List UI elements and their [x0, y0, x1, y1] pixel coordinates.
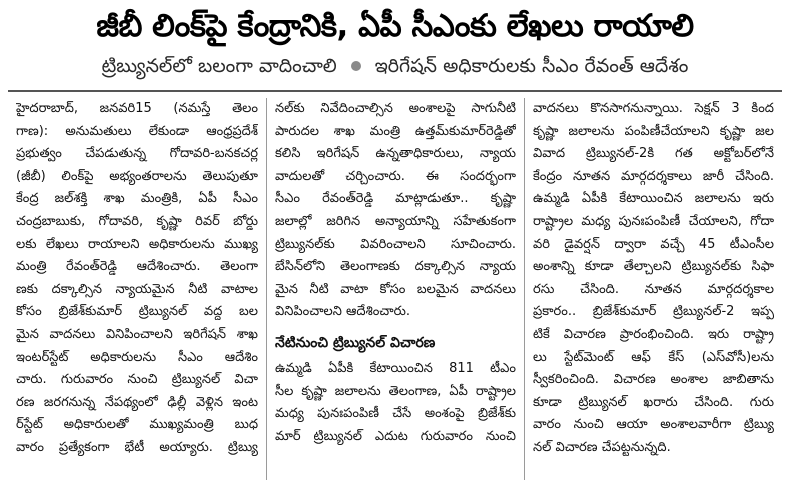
column-2-text [275, 98, 516, 324]
text-line: సీల కృష్ణా జలాలను తెలంగాణ, ఏపీ రాష్ట్రాల [275, 383, 516, 399]
headline: జీబీ లింక్‌పై కేంద్రానికి, ఏపీ సీఎంకు లేఖలు రాయాలి [96, 8, 694, 44]
text-line: మైన నీటి వాటా కోసం బలమైన వాదనలు [275, 281, 516, 297]
text-line: టికే విచారణ ప్రారంభించింది. ఇరు రాష్ట్రా [533, 326, 774, 342]
article-column-1 [8, 98, 266, 480]
text-line: సీఎం రేవంత్‌రెడ్డి మాట్లాడుతూ.. కృష్ణా [275, 191, 516, 207]
divider-rule [8, 90, 782, 92]
text-line: కూడా ట్రిబ్యునల్ ఖరారు చేసింది. గురు [533, 394, 774, 410]
text-line: ట్రిబ్యునల్‌కు వివరించాలని సూచించారు. [275, 236, 516, 252]
text-line: చారు. గురువారం నుంచి ట్రిబ్యునల్ విచా [16, 372, 258, 388]
text-line: వినిపించాలని ఆదేశించారు. [275, 304, 410, 320]
text-line: రణ జరగనున్న నేపథ్యంలో ఢిల్లీ వెళ్లిన ఇంట [16, 394, 258, 410]
subheadline [8, 50, 782, 82]
text-line: బేసిన్‌లోని తెలంగాణకు దక్కాల్సిన న్యాయ [275, 259, 516, 275]
text-line: (జీబీ) లింక్‌పై అభ్యంతరాలను తెలుపుతూ [16, 168, 258, 184]
text-line: ప్రభుత్వం చేపడుతున్న గోదావరి-బనకచర్ల [16, 146, 258, 162]
subheadline-right: ఇరిగేషన్ అధికారులకు సీఎం రేవంత్ ఆదేశం [374, 55, 689, 77]
article-body [8, 98, 782, 480]
text-line: ఉమ్మడి ఏపీకి కేటాయించిన జలాలను ఇరు [533, 191, 774, 207]
text-line: అంశాన్ని కూడా తేల్చాలని ట్రిబ్యునల్‌కు సిఫా [533, 259, 774, 275]
subheadline-left: ట్రిబ్యునల్‌లో బలంగా వాదించాలి [101, 55, 337, 77]
text-line: పారుదల శాఖ మంత్రి ఉత్తమ్‌కుమార్‌రెడ్డితో [275, 123, 516, 139]
text-line: వివాద ట్రిబ్యునల్-2కి గత అక్టోబర్‌లోనే [533, 146, 774, 162]
section-subheading: నేటినుంచి ట్రిబ్యునల్ విచారణ [275, 334, 436, 351]
text-line: వారం ప్రత్యేకంగా భేటీ అయ్యారు. ట్రిబ్యు [16, 439, 258, 455]
text-line: మంత్రి రేవంత్‌రెడ్డి ఆదేశించారు. తెలంగా [16, 259, 258, 275]
text-line: కేంద్ర జల్‌శక్తి శాఖ మంత్రికి, ఏపీ సీఎం [16, 191, 258, 207]
text-line: వాదులతో చర్చించారు. ఈ సందర్భంగా [275, 168, 516, 184]
bullet-separator [351, 61, 361, 71]
article-column-2 [266, 98, 524, 480]
text-line: జలాల్లో జరిగిన అన్యాయాన్ని సహేతుకంగా [275, 213, 516, 229]
text-line: ప్రకారం.. బ్రిజేశ్‌కుమార్ ట్రిబ్యునల్-2 ఇప్ప [533, 304, 774, 320]
column-2-continued-text [275, 358, 516, 448]
text-line: ఉమ్మడి ఏపీకి కేటాయించిన 811 టీఎం [275, 360, 516, 376]
text-line: రాష్ట్రాల మధ్య పునఃపంపిణీ చేయాలని, గోదా [533, 213, 774, 229]
text-line: మధ్య పునఃపంపిణీ చేసే అంశంపై బ్రిజేశ్‌కు [275, 406, 516, 422]
text-line: కృష్ణా జలాలను పంపిణీచేయాలని కృష్ణా జల [533, 123, 774, 139]
text-line: ర్‌స్టేట్ అధికారులతో ముఖ్యమంత్రి బుధ [16, 417, 258, 433]
text-line: వాదనలు కొనసాగనున్నాయి. సెక్షన్ 3 కింద [533, 101, 774, 116]
text-line: ఇంటర్‌స్టేట్ అధికారులను సీఎం ఆదేశిం [16, 349, 258, 365]
text-line: రసు చేసింది. నూతన మార్గదర్శకాల [533, 281, 774, 297]
text-line: చంద్రబాబుకు, గోదావరి, కృష్ణా రివర్ బోర్డు [16, 213, 258, 229]
text-line: వరి డైవర్షన్ ద్వారా వచ్చే 45 టీఎంసీల [533, 236, 774, 252]
text-line: నల్‌కు నివేదించాల్సిన అంశాలపై సాగునీటి [275, 101, 516, 116]
text-line: కలిసి ఇరిగేషన్ ఉన్నతాధికారులు, న్యాయ [275, 146, 516, 162]
article-column-3 [524, 98, 782, 480]
text-line: కేంద్రం నూతన మార్గదర్శకాలు జారీ చేసింది. [533, 168, 774, 184]
text-line: స్వీకరించింది. విచారణ అంశాల జాబితాను [533, 372, 774, 388]
text-line: లకు లేఖలు రాయాలని అధికారులను ముఖ్య [16, 236, 258, 252]
text-line: హైదరాబాద్, జనవరి15 (నమస్తే తెలం [16, 101, 258, 116]
text-line: లు స్టేట్‌మెంట్ ఆఫ్ కేస్ (ఎస్‌వోసీ)లను [533, 349, 774, 365]
text-line: మైన వాదనలు వినిపించాలని ఇరిగేషన్ శాఖ [16, 326, 258, 342]
text-line: మార్ ట్రిబ్యునల్ ఎదుట గురువారం నుంచి [275, 428, 516, 444]
text-line: కోసం బ్రిజేశ్‌కుమార్ ట్రిబ్యునల్ వద్ద బల [16, 304, 258, 320]
text-line: నల్ విచారణ చేపట్టనున్నది. [533, 439, 671, 455]
text-line: ణకు దక్కాల్సిన న్యాయమైన నీటి వాటాల [16, 281, 258, 297]
text-line: వారం నుంచి ఆయా అంశాలవారీగా ట్రిబ్యు [533, 417, 774, 433]
text-line: గాణ): అనుమతులు లేకుండా ఆంధ్రప్రదేశ్ [16, 123, 258, 139]
